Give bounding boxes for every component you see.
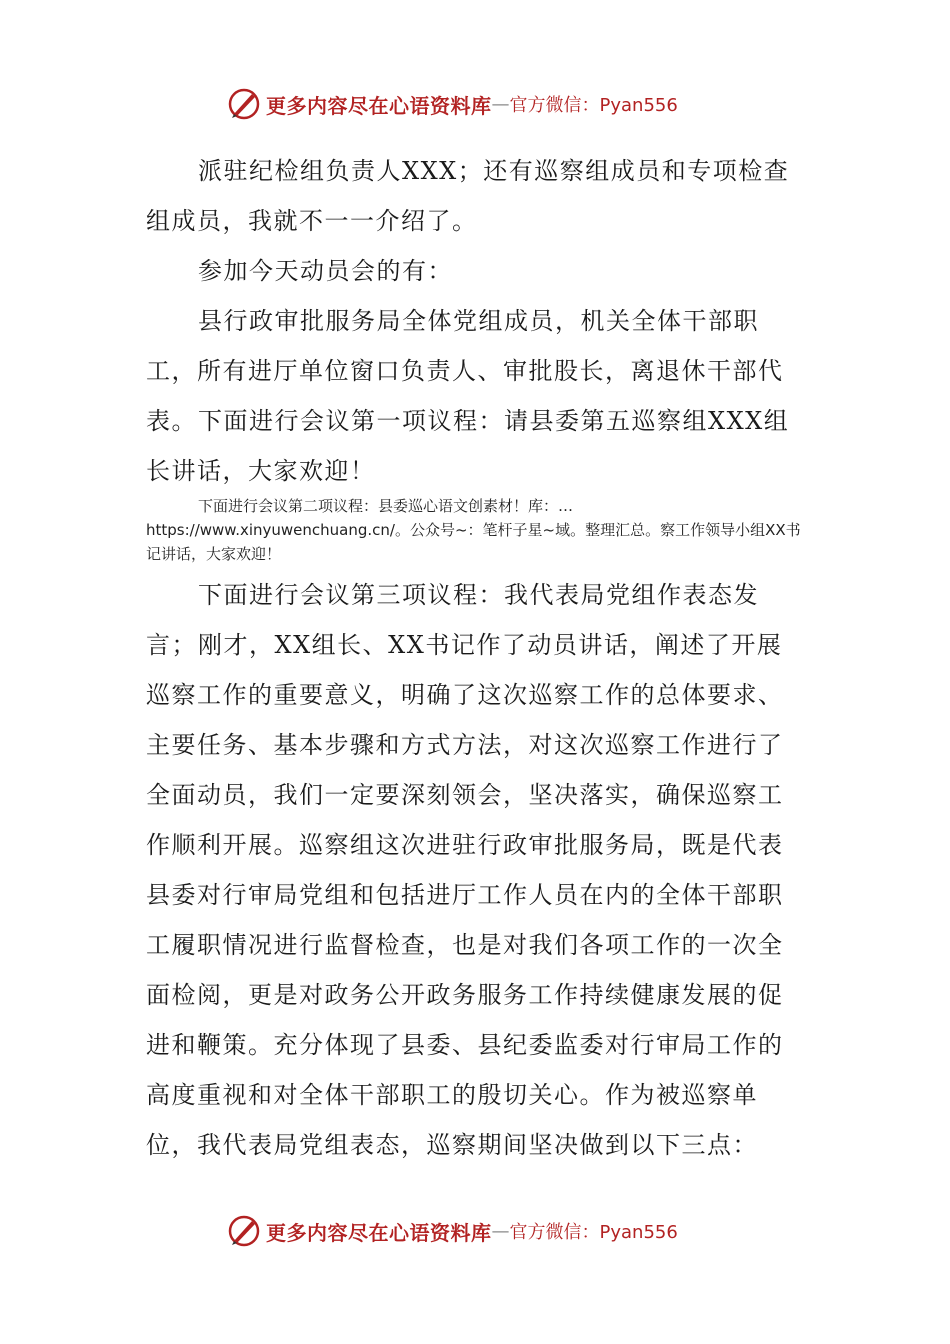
paragraph-3: 县行政审批服务局全体党组成员，机关全体干部职工，所有进厅单位窗口负责人、审批股长，离退休干部代表。 <box>146 307 784 435</box>
header-banner-main: 更多内容尽在心语资料库 <box>266 93 492 118</box>
footer-banner-main: 更多内容尽在心语资料库 <box>266 1220 492 1245</box>
header-banner-sep: — <box>491 93 510 115</box>
header-banner <box>226 84 678 124</box>
header-banner-wechat: 官方微信：Pyan556 <box>509 95 678 116</box>
paragraph-2: 参加今天动员会的有： <box>198 257 453 285</box>
footer-banner-wechat: 官方微信：Pyan556 <box>509 1222 678 1243</box>
paragraph-1: 派驻纪检组负责人XXX；还有巡察组成员和专项检查组成员，我就不一一介绍了。 <box>146 157 790 235</box>
pen-logo-icon <box>226 86 262 122</box>
paragraph-6: 刚才，XX组长、XX书记作了动员讲话，阐述了开展巡察工作的重要意义，明确了这次巡察工作的总体要求、主要任务、基本步骤和方式方法，对这次巡察工作进行了全面动员，我们一定要深刻领会，坚决落实，确保巡察工作顺利开展。巡察组这次进驻行政审批服务局，既是代表县委对行审局党组和包括进厅工作人员在内的全体干部职工履职情况进行监督检查，也是对我们各项工作的一次全面检阅，更是对政务公开政务服务工作持续健康发展的促进和鞭策。充分体现了县委、县纪委监委对行审局工作的高度重视和对全体干部职工的殷切关心。作为被巡察单位，我代表局党组表态，巡察期间坚决做到以下三点： <box>146 631 784 1159</box>
footer-banner <box>226 1211 678 1251</box>
footer-banner-sep: — <box>491 1220 510 1242</box>
paragraph-4: 下面进行会议第一项议程：请县委第五巡察组XXX组长讲话，大家欢迎！ <box>146 407 790 485</box>
pen-logo-icon <box>226 1213 262 1249</box>
watermark-note: 下面进行会议第二项议程：县委巡心语文创素材！库：…https://www.xinyuwenchuang.cn/。公众号~：笔杆子星~域。整理汇总。察工作领导小组XX书记讲话，大家欢迎！ <box>146 497 801 563</box>
paragraph-5: 下面进行会议第三项议程：我代表局党组作表态发言； <box>146 581 759 659</box>
